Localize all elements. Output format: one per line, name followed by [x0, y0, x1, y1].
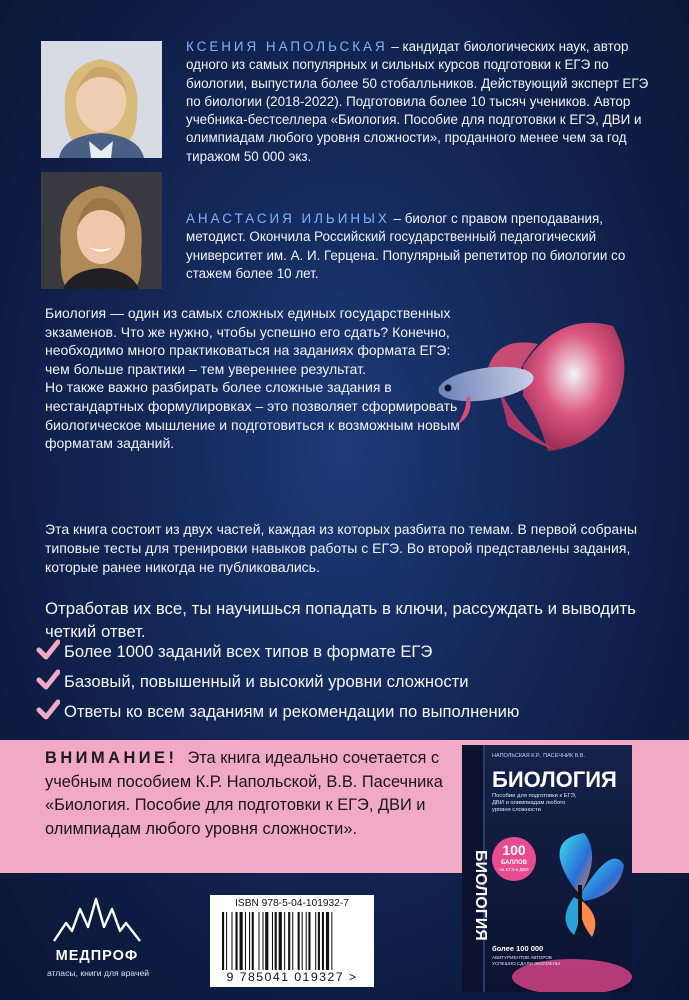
intro-paragraph-1: Биология — один из самых сложных единых государственных экзаменов. Что же нужно, чтобы успешно его сдать? Конечно, необходимо много практиковаться на заданиях формата ЕГЭ: чем больше практики – тем увереннее результат.: [45, 305, 451, 377]
barcode-stripe: [292, 912, 293, 970]
barcode-stripe: [298, 912, 300, 970]
barcode-stripe: [263, 912, 264, 970]
intro-text: [45, 304, 475, 453]
barcode-stripe: [284, 912, 285, 970]
feature-text: Ответы ко всем заданиям и рекомендации по выполнению: [64, 702, 520, 721]
feature-text: Более 1000 заданий всех типов в формате ЕГЭ: [64, 642, 433, 661]
barcode-bars: [222, 912, 362, 970]
author-bio-napolskaya: [186, 38, 656, 166]
publisher-tagline: атласы, книги для врачей: [46, 968, 150, 978]
features-list: [36, 637, 676, 727]
barcode-stripe: [222, 912, 224, 970]
practice-text: Отработав их все, ты научишься попадать в ключи, рассуждать и выводить четкий ответ.: [45, 599, 636, 641]
barcode-stripe: [245, 912, 246, 970]
betta-fish-illustration: [428, 306, 633, 456]
barcode-stripe: [236, 912, 238, 970]
parts-text: Эта книга состоит из двух частей, каждая из которых разбита по темам. В первой собраны типовые тесты для тренировки навыков работы с ЕГЭ. Во второй представлены задания, которые ранее никогда не публиковались.: [45, 521, 638, 575]
book-stat-text: АБИТУРИЕНТОВ АВТОРОВ УСПЕШНО СДАЛИ ЭКЗАМЕНЫ: [492, 955, 561, 966]
author-name: АНАСТАСИЯ ИЛЬИНЫХ: [186, 211, 390, 226]
book-badge-word: БАЛЛОВ: [501, 860, 527, 866]
barcode-stripe: [315, 912, 316, 970]
author-bio-text: – кандидат биологических наук, автор одного из самых популярных и сильных курсов подготовки к ЕГЭ по биологии, выпустила более 50 стобалльников. Действующий эксперт ЕГЭ по биологии (2018-2022). Подготовила более 10 тысяч учеников. Автор учебника-бестселлера «Биология. Пособие для подготовки к ЕГЭ, ДВИ и олимпиадам любого уровня сложности», проданного менее чем за год тиражом 50 000 экз.: [186, 39, 649, 164]
attention-body: Эта книга идеально сочетается с учебным пособием К.Р. Напольской, В.В. Пасечника «Биология. Пособие для подготовки к ЕГЭ, ДВИ и олимпиадам любого уровня сложности».: [45, 749, 443, 838]
barcode-stripe: [308, 912, 310, 970]
feature-item: [36, 697, 676, 727]
barcode-stripe: [249, 912, 250, 970]
book-badge-sub: на ЕГЭ и ДВИ: [499, 867, 529, 872]
feature-item: [36, 667, 676, 697]
book-subtitle: Пособие для подготовки к ЕГЭ, ДВИ и олимпиадам любого уровня сложности: [492, 793, 577, 813]
barcode-stripe: [275, 912, 277, 970]
barcode-stripe: [231, 912, 232, 970]
author-bio-text: – биолог с правом преподавания, методист. Окончила Российский государственный педагогический университет им. А. И. Герцена. Популярный репетитор по биологии со стажем более 10 лет.: [186, 211, 626, 281]
author-photo-ilinykh: [41, 172, 162, 289]
barcode-stripe: [326, 912, 329, 970]
intro-paragraph-2: Но также важно разбирать более сложные задания в нестандартных формулировках – это позволяет сформировать биологическое мышление и подготовиться к возможным новым форматам заданий.: [45, 379, 460, 452]
barcode-stripe: [226, 912, 227, 970]
attention-text: [45, 747, 445, 841]
barcode-number: 9 785041 019327 >: [226, 970, 358, 984]
author-photo-napolskaya: [41, 41, 162, 158]
barcode-stripe: [318, 912, 320, 970]
publisher-name: МЕДПРОФ: [55, 948, 139, 964]
attention-label: ВНИМАНИЕ!: [45, 749, 178, 767]
feature-item: [36, 637, 676, 667]
book-authors: НАПОЛЬСКАЯ К.Р., ПАСЕЧНИК В.В.: [492, 753, 585, 759]
barcode-stripe: [240, 912, 243, 970]
barcode-stripe: [279, 912, 282, 970]
barcode-stripe: [331, 912, 332, 970]
book-title: БИОЛОГИЯ: [492, 767, 617, 792]
companion-book-cover: [462, 745, 632, 992]
barcode-stripe: [258, 912, 259, 970]
barcode-stripe: [288, 912, 290, 970]
barcode-stripe: [322, 912, 324, 970]
author-bio-ilinykh: [186, 210, 626, 283]
barcode-panel: [210, 895, 374, 987]
checkmark-icon: [36, 669, 60, 691]
barcode-stripe: [306, 912, 307, 970]
barcode-stripe: [265, 912, 268, 970]
book-badge-number: 100: [502, 842, 526, 858]
checkmark-icon: [36, 639, 60, 661]
checkmark-icon: [36, 699, 60, 721]
barcode-stripe: [272, 912, 273, 970]
book-spine-title: БИОЛОГИЯ: [472, 850, 489, 941]
barcode-stripe: [302, 912, 303, 970]
isbn-text: ISBN 978-5-04-101932-7: [235, 898, 349, 909]
barcode-stripe: [252, 912, 254, 970]
book-stat-number: более 100 000: [492, 944, 544, 953]
feature-text: Базовый, повышенный и высокий уровни сложности: [64, 672, 469, 691]
author-name: КСЕНИЯ НАПОЛЬСКАЯ: [186, 39, 388, 54]
